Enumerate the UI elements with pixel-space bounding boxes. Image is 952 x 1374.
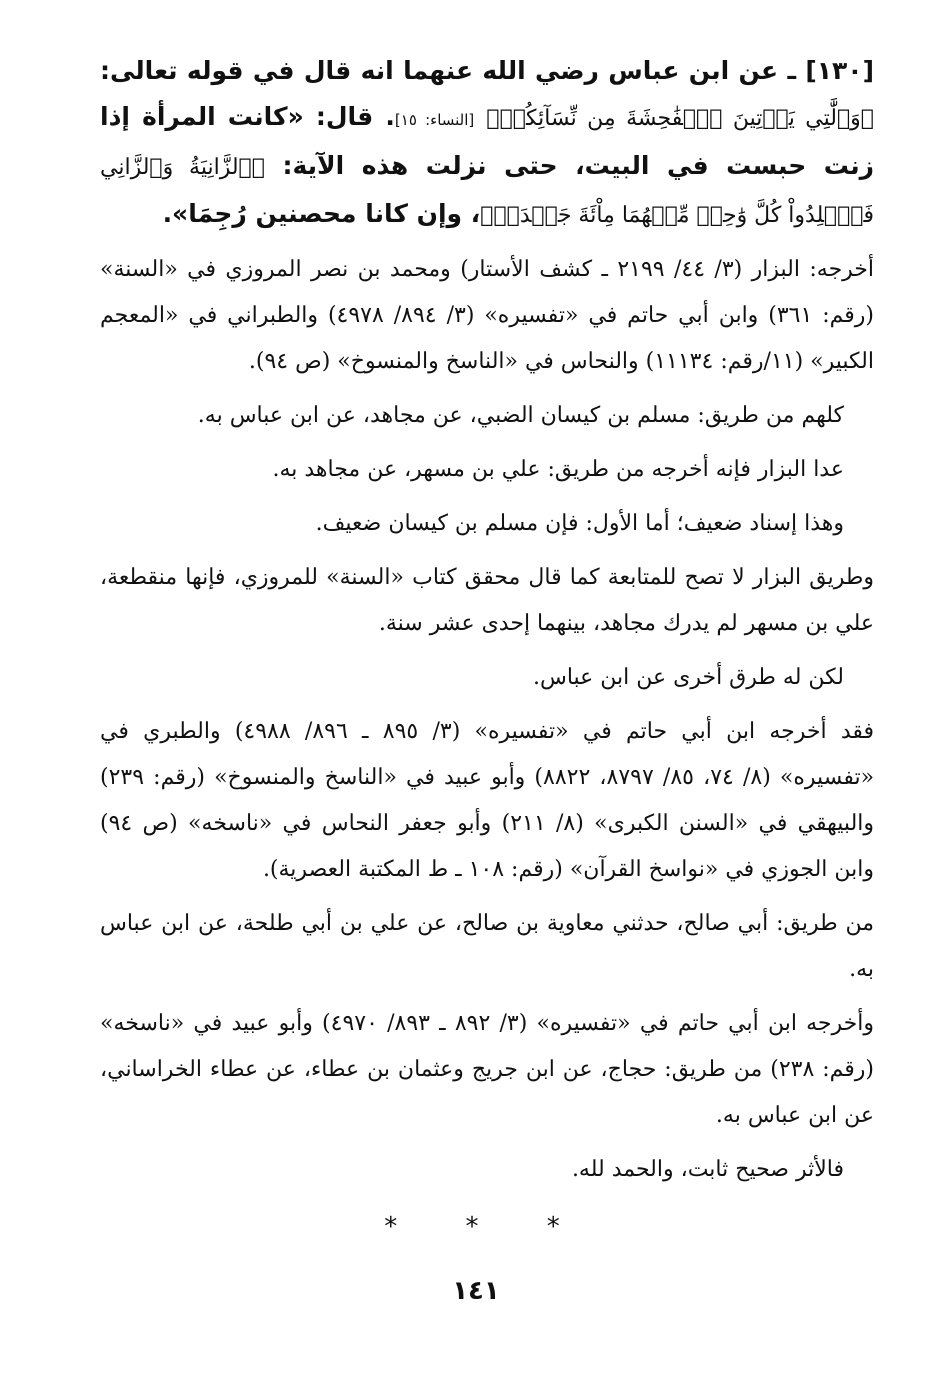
takhrij-paragraph: أخرجه: البزار (٣/ ٤٤/ ٢١٩٩ ـ كشف الأستار) ومحمد بن نصر المروزي في «السنة» (رقم: ٣٦١) وابن أبي حاتم في «تفسيره» (٣/ ٨٩٤/ ٤٩٧٨) والطبراني في «المعجم الكبير» (١١/رقم: ١١١٣٤) والنحاس في «الناسخ والمنسوخ» (ص ٩٤). xyxy=(100,257,875,374)
verse-reference: [النساء: ١٥] xyxy=(394,111,475,129)
grading-paragraph: وهذا إسناد ضعيف؛ أما الأول: فإن مسلم بن كيسان ضعيف. xyxy=(315,511,844,536)
abu-salih-route-paragraph: من طريق: أبي صالح، حدثني معاوية بن صالح، عن علي بن أبي طلحة، عن ابن عباس به. xyxy=(100,911,874,982)
section-separator: * * * xyxy=(384,1212,590,1242)
hadith-text xyxy=(100,48,874,239)
hadith-qala: . قال: «كانت المرأة إذا زنت حبست في البيت، حتى نزلت هذه الآية: xyxy=(100,102,875,180)
conclusion-paragraph: فالأثر صحيح ثابت، والحمد لله. xyxy=(571,1157,844,1182)
bazzar-paragraph: وطريق البزار لا تصح للمتابعة كما قال محقق كتاب «السنة» للمروزي، فإنها منقطعة، علي بن مسهر لم يدرك مجاهد، بينهما إحدى عشر سنة. xyxy=(100,565,874,636)
other-routes-paragraph: لكن له طرق أخرى عن ابن عباس. xyxy=(532,665,844,690)
third-takhrij-paragraph: وأخرجه ابن أبي حاتم في «تفسيره» (٣/ ٨٩٢ ـ ٨٩٣/ ٤٩٧٠) وأبو عبيد في «ناسخه» (رقم: ٢٣٨) من طريق: حجاج، عن ابن جريج وعثمان بن عطاء، عن عطاء الخراساني، عن ابن عباس به. xyxy=(100,1011,875,1128)
second-takhrij-paragraph: فقد أخرجه ابن أبي حاتم في «تفسيره» (٣/ ٨٩٥ ـ ٨٩٦/ ٤٩٨٨) والطبري في «تفسيره» (٨/ ٧٤، ٨٥/ ٨٧٩٧، ٨٨٢٢) وأبو عبيد في «الناسخ والمنسوخ» (رقم: ٢٣٩) والبيهقي في «السنن الكبرى» (٨/ ٢١١) وأبو جعفر النحاس في «ناسخه» (ص ٩٤) وابن الجوزي في «نواسخ القرآن» (رقم: ١٠٨ ـ ط المكتبة العصرية). xyxy=(100,719,875,882)
exception-paragraph: عدا البزار فإنه أخرجه من طريق: علي بن مسهر، عن مجاهد به. xyxy=(272,457,844,482)
chain-paragraph: كلهم من طريق: مسلم بن كيسان الضبي، عن مجاهد، عن ابن عباس به. xyxy=(197,403,844,428)
hadith-number: [١٣٠] xyxy=(805,56,874,85)
page-number: ١٤١ xyxy=(452,1276,500,1306)
quran-verse-2: ﴿ٱلزَّانِيَةُ وَٱلزَّانِي فَٱجۡلِدُواْ كُلَّ وَٰحِدٖ مِّنۡهُمَا مِاْئَةَ جَلۡدَةٖ﴾ xyxy=(100,155,874,228)
quran-verse-1: ﴿وَٱلَّٰتِي يَأۡتِينَ ٱلۡفَٰحِشَةَ مِن نِّسَآئِكُمۡ﴾ xyxy=(486,106,874,131)
hadith-ending: ، وإن كانا محصنين رُجِمَا». xyxy=(162,199,481,228)
hadith-intro: ـ عن ابن عباس رضي الله عنهما انه قال في قوله تعالى: xyxy=(100,56,806,85)
